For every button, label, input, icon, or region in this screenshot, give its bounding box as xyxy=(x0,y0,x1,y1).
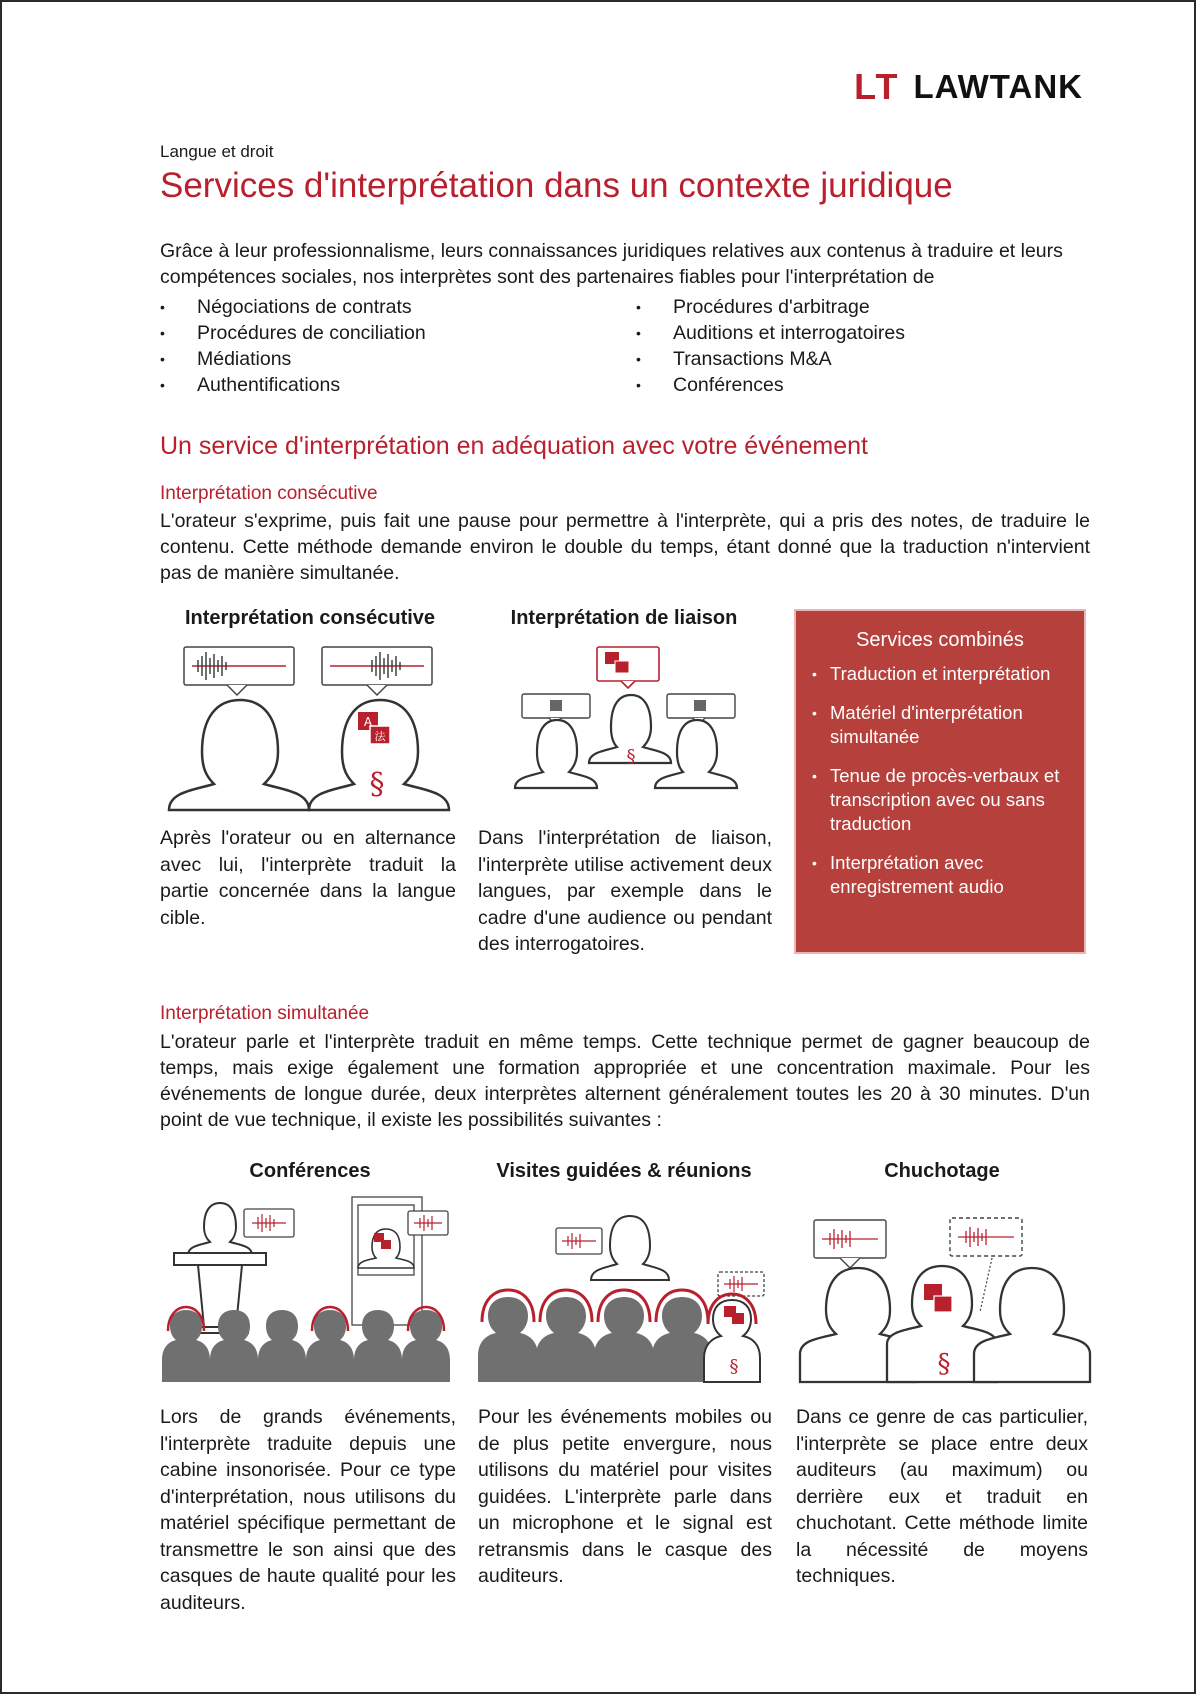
section-glyph: § xyxy=(937,1349,951,1379)
list-item: • Procédures de conciliation xyxy=(160,320,426,346)
glyph-latin: A xyxy=(363,715,373,729)
list-item: • Négociations de contrats xyxy=(160,294,426,320)
combined-services-panel xyxy=(794,609,1086,954)
whispering-illustration-icon xyxy=(796,1212,1088,1382)
page-title: Services d'interprétation dans un contexte juridique xyxy=(160,166,953,205)
list-item: • Traduction et interprétation xyxy=(812,662,1070,686)
list-item: • Médiations xyxy=(160,346,426,372)
simultaneous-label: Interprétation simultanée xyxy=(160,1003,370,1024)
list-item: • Matériel d'interprétation simultanée xyxy=(812,701,1070,749)
figure-title-chuchotage: Chuchotage xyxy=(884,1160,1000,1182)
list-item: • Transactions M&A xyxy=(636,346,905,372)
logo-name: LAWTANK xyxy=(913,68,1083,105)
figure-desc-conferences: Lors de grands événements, l'interprète traduite depuis une cabine insonorisée. Pour ce type d'interprétation, nous utilisons du matériel spécifique permettant de transmettre le son ainsi que des casques de haute qualité pour les auditeurs. xyxy=(160,1406,456,1614)
figure-title-liaison: Interprétation de liaison xyxy=(510,607,738,629)
lawtank-logo xyxy=(854,66,1083,108)
figure-title-conferences: Conférences xyxy=(249,1160,371,1182)
section-glyph: § xyxy=(369,767,385,802)
supertitle: Langue et droit xyxy=(160,142,274,161)
services-list-right xyxy=(636,294,905,398)
simultaneous-text: L'orateur parle et l'interprète traduit en même temps. Cette technique permet de gagner beaucoup de temps, mais exige également une formation appropriée et une concentration maximale. Pour les événements de longue durée, deux interprètes alternent généralement toutes les 20 à 30 minutes. D'un point de vue technique, il existe les possibilités suivantes : xyxy=(160,1031,1090,1131)
logo-mark: LT xyxy=(854,66,900,107)
list-item: • Procédures d'arbitrage xyxy=(636,294,905,320)
combined-services-title: Services combinés xyxy=(856,629,1024,651)
list-item: • Interprétation avec enregistrement audio xyxy=(812,851,1070,899)
list-item: • Auditions et interrogatoires xyxy=(636,320,905,346)
figure-title-consecutive: Interprétation consécutive xyxy=(184,607,436,629)
glyph-kanji: 法 xyxy=(374,730,386,743)
figure-title-guided-tours: Visites guidées & réunions xyxy=(496,1160,752,1182)
guided-tour-illustration-icon xyxy=(478,1202,774,1382)
section-glyph: § xyxy=(729,1356,739,1377)
consecutive-label: Interprétation consécutive xyxy=(160,483,378,504)
liaison-illustration-icon xyxy=(517,642,757,812)
list-item: • Tenue de procès-verbaux et transcription avec ou sans traduction xyxy=(812,764,1070,836)
intro-paragraph: Grâce à leur professionnalisme, leurs connaissances juridiques relatives aux contenus à traduire et leurs compétences sociales, nos interprètes sont des partenaires fiables pour l'interprétation de xyxy=(160,240,1063,288)
conference-illustration-icon xyxy=(162,1197,458,1382)
consecutive-illustration-icon xyxy=(162,642,462,812)
section-glyph: § xyxy=(626,746,636,767)
section-title: Un service d'interprétation en adéquation avec votre événement xyxy=(160,432,868,460)
list-item: • Authentifications xyxy=(160,372,426,398)
figure-desc-guided-tours: Pour les événements mobiles ou de plus petite envergure, nous utilisons du matériel pour visites guidées. L'interprète parle dans un microphone et le signal est retransmis dans le casque des auditeurs. xyxy=(478,1406,772,1587)
figure-desc-consecutive: Après l'orateur ou en alternance avec lui, l'interprète traduit la partie concernée dans la langue cible. xyxy=(160,827,456,929)
services-list-left xyxy=(160,294,426,398)
figure-desc-chuchotage: Dans ce genre de cas particulier, l'interprète se place entre deux auditeurs (au maximum) ou derrière eux et traduit en chuchotant. Cette méthode limite la nécessité de moyens techniques. xyxy=(796,1406,1088,1587)
consecutive-text: L'orateur s'exprime, puis fait une pause pour permettre à l'interprète, qui a pris des notes, de traduire le contenu. Cette méthode demande environ le double du temps, étant donné que la traduction n'intervient pas de manière simultanée. xyxy=(160,510,1090,584)
list-item: • Conférences xyxy=(636,372,905,398)
figure-desc-liaison: Dans l'interprétation de liaison, l'interprète utilise activement deux langues, par exemple dans le cadre d'une audience ou pendant des interrogatoires. xyxy=(478,827,772,955)
